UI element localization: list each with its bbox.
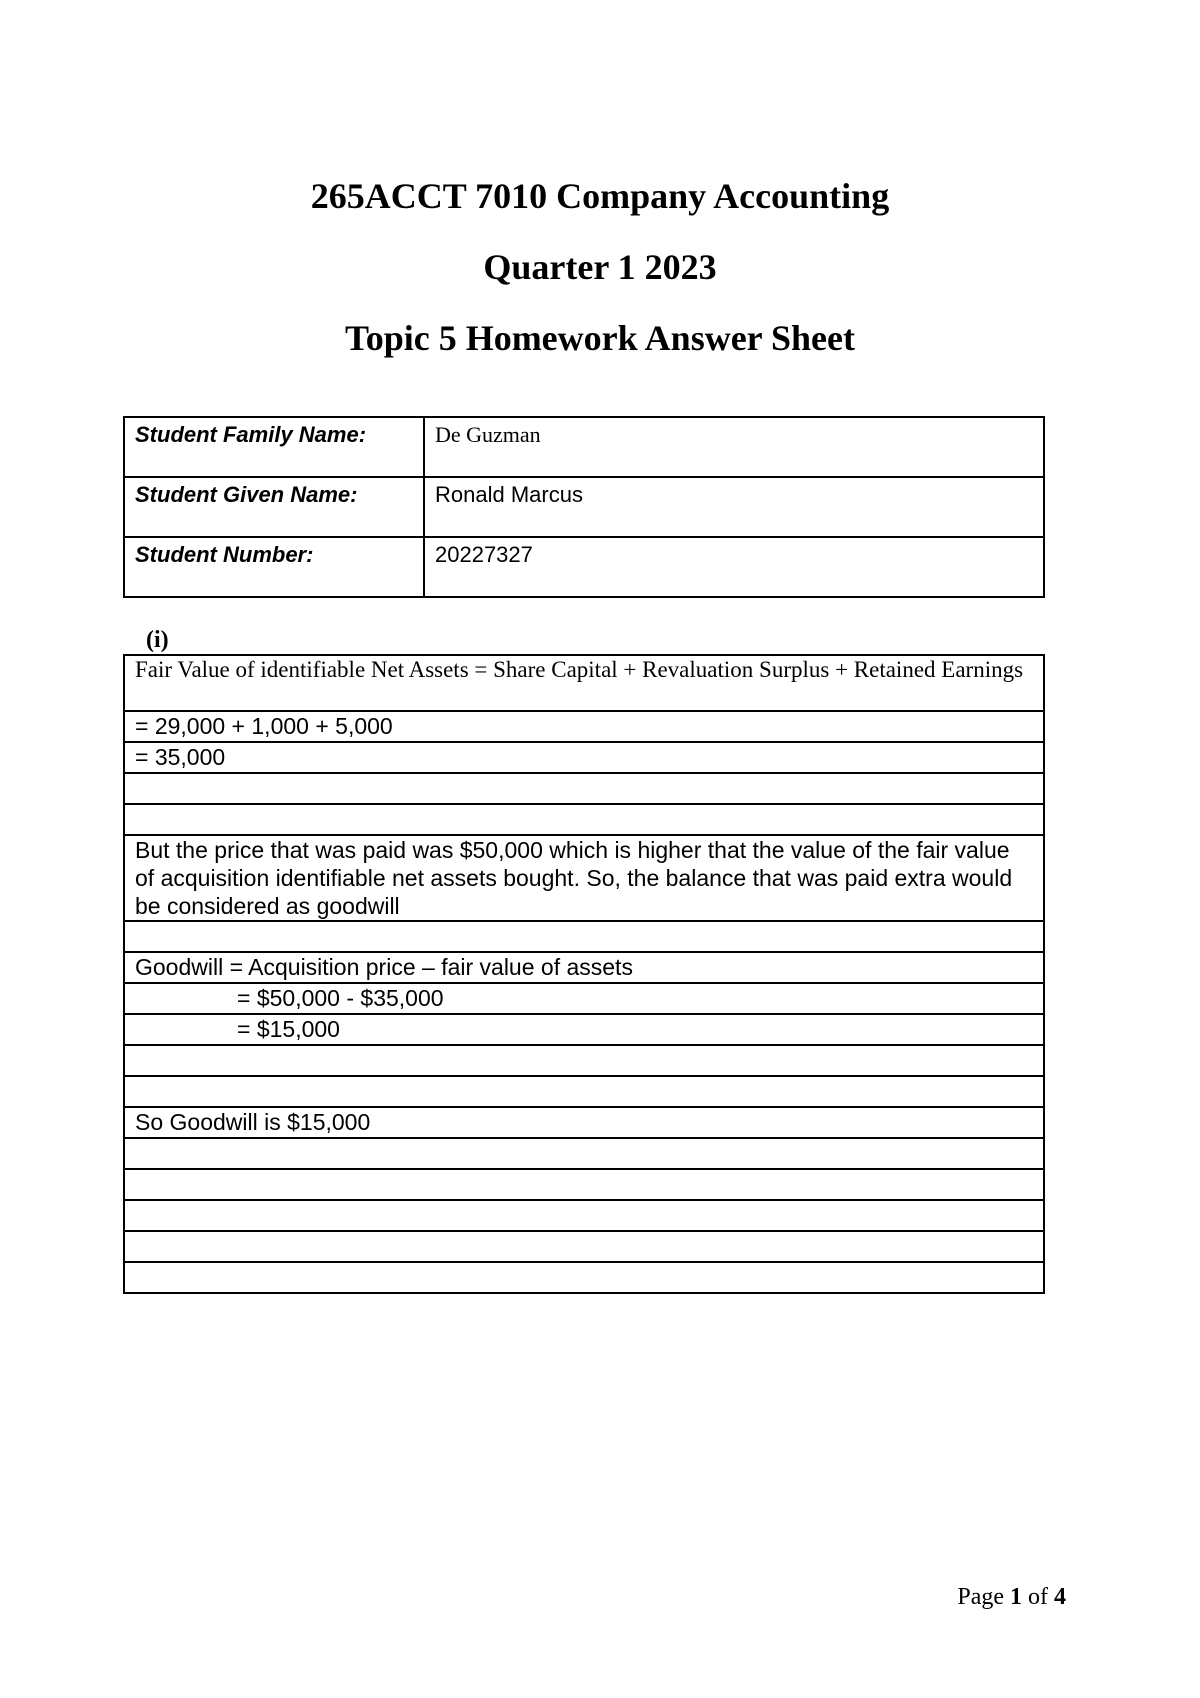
- page-number: [957, 1583, 1066, 1611]
- family-name-row: [124, 417, 1044, 477]
- answer-line: [124, 773, 1044, 804]
- table-row: [124, 983, 1044, 1014]
- table-row: [124, 773, 1044, 804]
- answer-line: = 29,000 + 1,000 + 5,000: [124, 711, 1044, 742]
- answer-line: [124, 1262, 1044, 1293]
- table-row: [124, 1138, 1044, 1169]
- table-row: [124, 742, 1044, 773]
- answer-line: = $50,000 - $35,000: [124, 983, 1044, 1014]
- of-word: of: [1028, 1584, 1048, 1610]
- table-row: [124, 655, 1044, 711]
- table-row: [124, 1014, 1044, 1045]
- answer-table: [123, 654, 1045, 1294]
- sheet-title: Topic 5 Homework Answer Sheet: [344, 318, 855, 358]
- answer-line: [124, 1045, 1044, 1076]
- course-title: 265ACCT 7010 Company Accounting: [310, 176, 890, 216]
- table-row: [124, 804, 1044, 835]
- answer-line: Fair Value of identifiable Net Assets = Share Capital + Revaluation Surplus + Retained Earnings: [124, 655, 1044, 711]
- answer-line: [124, 1076, 1044, 1107]
- term-title: Quarter 1 2023: [483, 247, 717, 287]
- given-name-label: Student Given Name:: [124, 477, 424, 537]
- given-name-row: [124, 477, 1044, 537]
- answer-line: [124, 804, 1044, 835]
- table-row: [124, 1231, 1044, 1262]
- student-number-value: 20227327: [424, 537, 1044, 597]
- table-row: [124, 1045, 1044, 1076]
- table-row: [124, 1200, 1044, 1231]
- table-row: [124, 711, 1044, 742]
- family-name-label: Student Family Name:: [124, 417, 424, 477]
- student-info-table: [123, 416, 1045, 598]
- student-number-row: [124, 537, 1044, 597]
- given-name-value: Ronald Marcus: [424, 477, 1044, 537]
- page-word: Page: [957, 1584, 1004, 1610]
- answer-line: [124, 1200, 1044, 1231]
- table-row: [124, 921, 1044, 952]
- table-row: [124, 1169, 1044, 1200]
- family-name-value: De Guzman: [424, 417, 1044, 477]
- answer-line: = $15,000: [124, 1014, 1044, 1045]
- table-row: [124, 952, 1044, 983]
- total-pages: 4: [1054, 1584, 1066, 1610]
- answer-line: = 35,000: [124, 742, 1044, 773]
- table-row: [124, 1076, 1044, 1107]
- answer-line: But the price that was paid was $50,000 which is higher that the value of the fair value of acquisition identifiable net assets bought. So, the balance that was paid extra would be considered as goodwill: [124, 835, 1044, 921]
- table-row: [124, 1262, 1044, 1293]
- answer-line: [124, 1231, 1044, 1262]
- table-row: [124, 1107, 1044, 1138]
- answer-line: So Goodwill is $15,000: [124, 1107, 1044, 1138]
- table-row: [124, 835, 1044, 921]
- student-number-label: Student Number:: [124, 537, 424, 597]
- answer-line: [124, 1138, 1044, 1169]
- current-page: 1: [1010, 1584, 1022, 1610]
- section-label: (i): [146, 627, 169, 653]
- answer-line: [124, 921, 1044, 952]
- answer-line: [124, 1169, 1044, 1200]
- answer-line: Goodwill = Acquisition price – fair value of assets: [124, 952, 1044, 983]
